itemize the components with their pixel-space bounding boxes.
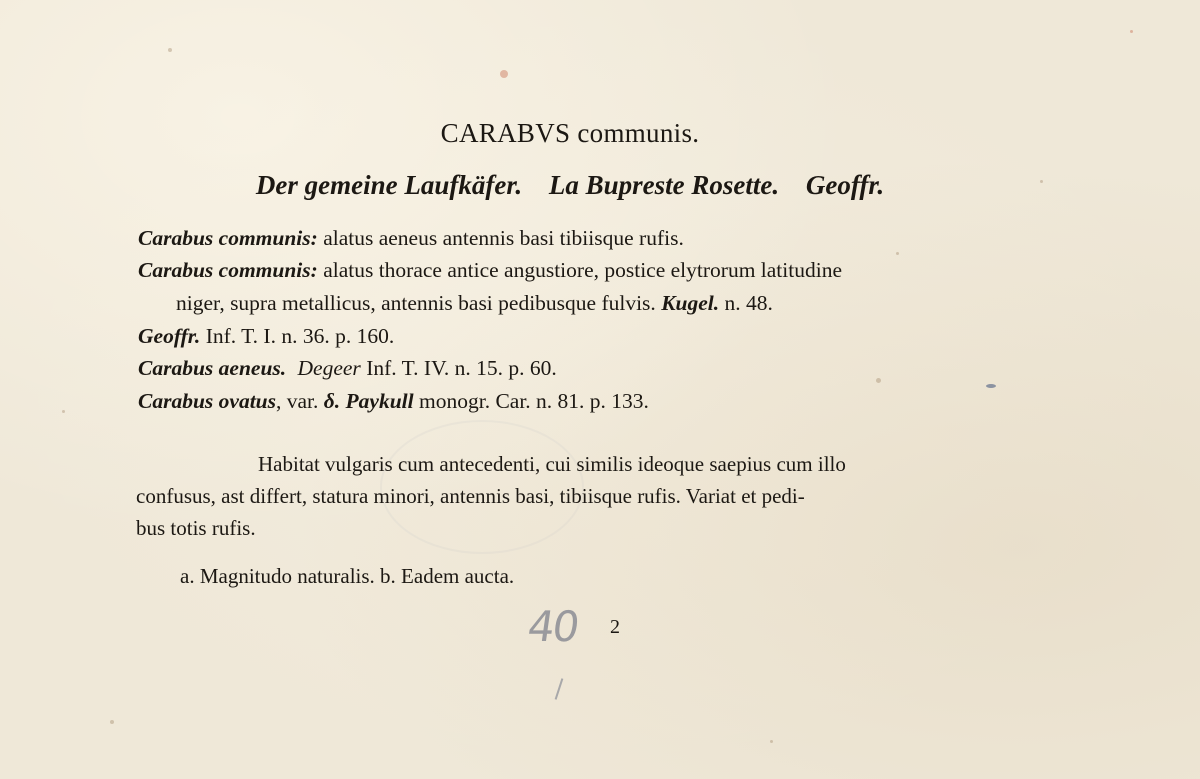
french-authority: Geoffr. (805, 170, 885, 200)
synonym-line (138, 258, 842, 283)
synonym-text: Inf. T. IV. n. 15. p. 60. (360, 356, 557, 380)
habitat-line: confusus, ast differt, statura minori, antennis basi, tibiisque rufis. Variat et pedi- (136, 484, 805, 508)
synonym-name: Carabus communis: (138, 226, 318, 250)
habitat-line: bus totis rufis. (136, 516, 256, 540)
synonym-authority: δ. Paykull (323, 389, 414, 413)
pencil-mark (555, 678, 564, 700)
figure-caption: a. Magnitudo naturalis. b. Eadem aucta. (180, 564, 515, 588)
habitat-line: Habitat vulgaris cum antecedenti, cui similis ideoque saepius cum illo (258, 452, 846, 476)
synonym-authority: Kugel. (661, 291, 720, 315)
synonym-text: Inf. T. I. n. 36. p. 160. (200, 324, 395, 348)
common-names (0, 170, 1140, 201)
page-number: 2 (610, 616, 620, 638)
synonym-authority: Degeer (297, 356, 361, 380)
synonym-name: Carabus aeneus. (138, 356, 287, 380)
synonym-text: alatus thorace antice angustiore, postice elytrorum latitudine (317, 258, 842, 282)
synonym-ref: monogr. Car. n. 81. p. 133. (413, 389, 649, 413)
french-name: La Bupreste Rosette. (548, 170, 780, 200)
synonym-name: Carabus communis: (138, 258, 318, 282)
synonym-text: , var. (276, 389, 324, 413)
synonym-text: alatus aeneus antennis basi tibiisque rufis. (317, 226, 684, 250)
synonym-ref: n. 48. (719, 291, 773, 315)
synonym-line (138, 389, 649, 414)
habitat-paragraph (136, 448, 1016, 544)
pencil-annotation: 40 (524, 602, 581, 651)
synonym-line (138, 226, 684, 251)
synonym-line (138, 356, 557, 381)
synonym-line (176, 291, 773, 316)
german-name: Der gemeine Laufkäfer. (255, 170, 523, 200)
synonym-text: niger, supra metallicus, antennis basi pedibusque fulvis. (176, 291, 656, 315)
page-title: CARABVS communis. (440, 118, 700, 148)
synonym-name: Carabus ovatus (138, 389, 276, 413)
synonym-name: Geoffr. (138, 324, 201, 348)
synonym-line (138, 324, 394, 349)
